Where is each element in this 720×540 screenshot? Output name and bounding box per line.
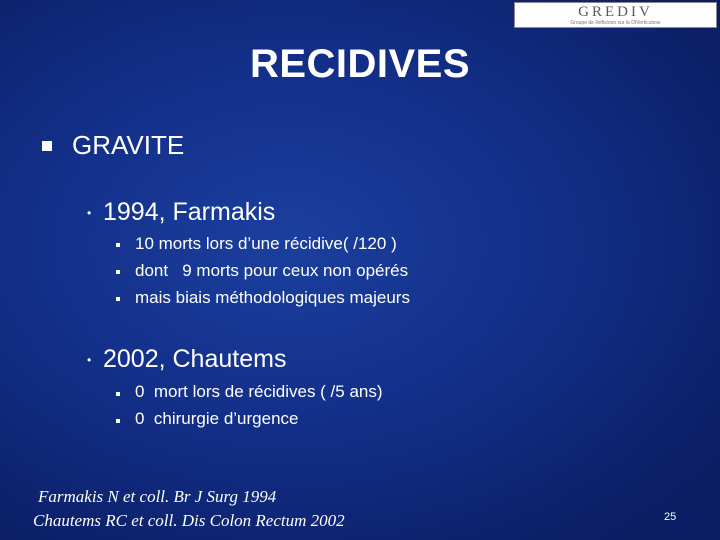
dot-bullet-icon: • — [87, 353, 92, 367]
study-label: 1994, Farmakis — [103, 198, 276, 226]
page-number: 25 — [664, 511, 677, 523]
grediv-logo — [514, 2, 717, 28]
dot-bullet-icon: • — [87, 206, 92, 220]
small-square-bullet-icon — [116, 392, 120, 396]
reference-citation: Chautems RC et coll. Dis Colon Rectum 2002 — [33, 511, 345, 530]
study-point: dont 9 morts pour ceux non opérés — [135, 261, 409, 280]
small-square-bullet-icon — [116, 243, 120, 247]
study-label: 2002, Chautems — [103, 345, 287, 373]
small-square-bullet-icon — [116, 297, 120, 301]
study-point: 0 mort lors de récidives ( /5 ans) — [135, 382, 383, 401]
slide-title: RECIDIVES — [249, 42, 471, 86]
study-point: 10 morts lors d’une récidive( /120 ) — [135, 234, 397, 253]
reference-citation: Farmakis N et coll. Br J Surg 1994 — [38, 487, 277, 506]
section-heading: GRAVITE — [72, 130, 185, 160]
square-bullet-icon — [42, 141, 52, 151]
logo-name: GREDIV — [578, 4, 653, 20]
small-square-bullet-icon — [116, 419, 120, 423]
study-point: 0 chirurgie d’urgence — [135, 409, 299, 428]
study-point: mais biais méthodologiques majeurs — [135, 288, 410, 307]
logo-subtitle: Groupe de Réflexion sur la DIVerticulose — [570, 20, 661, 26]
small-square-bullet-icon — [116, 270, 120, 274]
